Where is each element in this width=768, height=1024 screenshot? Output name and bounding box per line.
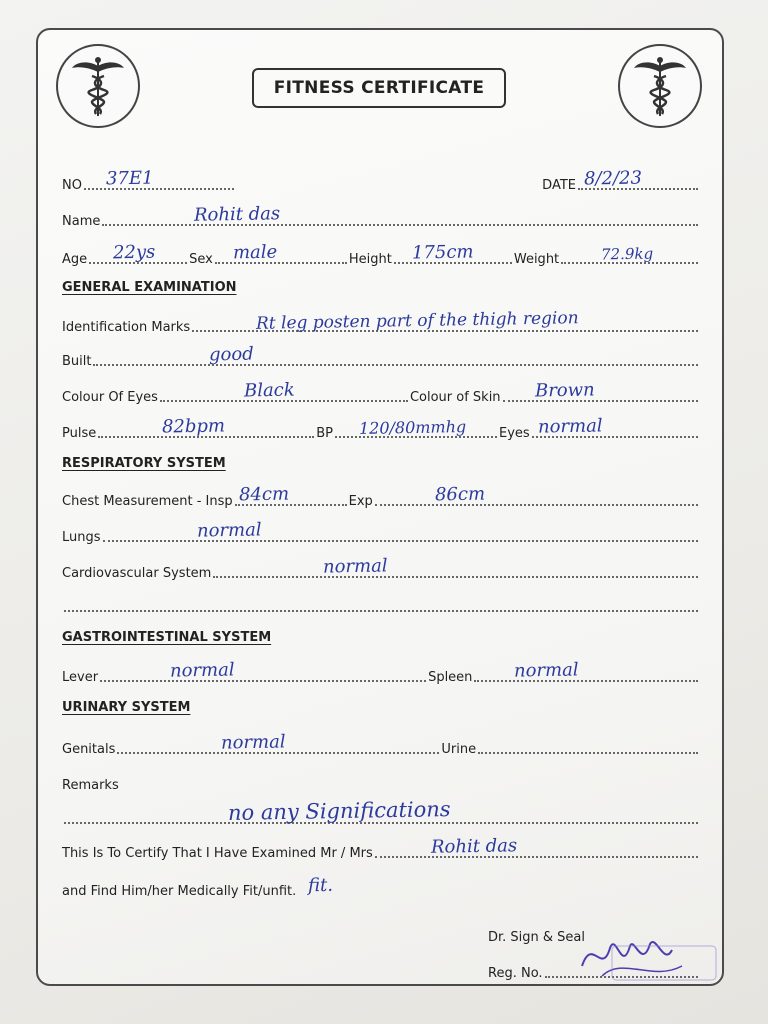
section-respiratory-system: RESPIRATORY SYSTEM bbox=[62, 456, 226, 471]
signature-stamp-icon bbox=[572, 926, 722, 986]
remarks-label: Remarks bbox=[62, 778, 119, 793]
row-identification bbox=[62, 308, 700, 336]
spleen-label: Spleen bbox=[428, 670, 473, 685]
eyes-colour-label: Colour Of Eyes bbox=[62, 390, 158, 405]
built-value: good bbox=[209, 343, 255, 366]
genitals-value: normal bbox=[221, 731, 287, 754]
name-value: Rohit das bbox=[194, 203, 281, 226]
identification-label: Identification Marks bbox=[62, 320, 191, 335]
row-cardio bbox=[62, 555, 700, 582]
row-no-date bbox=[62, 167, 700, 194]
caduceus-icon bbox=[56, 44, 140, 128]
cardio-label: Cardiovascular System bbox=[62, 566, 212, 581]
exp-value: 86cm bbox=[434, 483, 486, 506]
lever-label: Lever bbox=[62, 670, 99, 685]
spleen-value: normal bbox=[514, 659, 580, 682]
remarks-value: no any Significations bbox=[227, 797, 451, 825]
bp-value: 120/80mmhg bbox=[358, 417, 467, 438]
no-value: 37E1 bbox=[105, 167, 154, 190]
weight-value: 72.9kg bbox=[601, 244, 654, 264]
chest-label: Chest Measurement - Insp bbox=[62, 494, 233, 509]
age-value: 22ys bbox=[112, 241, 156, 264]
section-gastrointestinal-system: GASTROINTESTINAL SYSTEM bbox=[62, 630, 272, 645]
eyes-value: normal bbox=[537, 415, 603, 438]
no-label: NO bbox=[62, 178, 82, 193]
sex-label: Sex bbox=[189, 252, 213, 267]
lever-value: normal bbox=[169, 659, 235, 682]
weight-label: Weight bbox=[513, 252, 560, 267]
exp-label: Exp bbox=[348, 494, 373, 509]
cardio-value: normal bbox=[323, 555, 389, 578]
row-pulse bbox=[62, 415, 700, 442]
skin-colour-label: Colour of Skin bbox=[409, 390, 501, 405]
row-chest bbox=[62, 483, 700, 510]
row-remarks-label bbox=[62, 770, 700, 794]
chest-value: 84cm bbox=[238, 483, 289, 506]
height-label: Height bbox=[348, 252, 392, 267]
bp-label: BP bbox=[316, 426, 333, 441]
sign-label: Dr. Sign & Seal bbox=[488, 930, 586, 945]
find-label: and Find Him/her Medically Fit/unfit. bbox=[62, 884, 297, 899]
find-value: fit. bbox=[308, 874, 334, 897]
date-value: 8/2/23 bbox=[583, 167, 643, 190]
built-label: Built bbox=[62, 354, 92, 369]
certificate-title: FITNESS CERTIFICATE bbox=[252, 68, 506, 108]
row-built bbox=[62, 343, 700, 370]
skin-colour-value: Brown bbox=[534, 379, 595, 402]
eyes-colour-value: Black bbox=[243, 379, 295, 402]
certify-value: Rohit das bbox=[430, 835, 518, 858]
section-general-examination: GENERAL EXAMINATION bbox=[62, 280, 237, 295]
row-lungs bbox=[62, 519, 700, 546]
sex-value: male bbox=[232, 241, 278, 264]
height-value: 175cm bbox=[411, 241, 474, 264]
date-label: DATE bbox=[542, 178, 576, 193]
eyes-label: Eyes bbox=[499, 426, 530, 441]
row-cardio-extra bbox=[62, 592, 700, 616]
lungs-label: Lungs bbox=[62, 530, 101, 545]
caduceus-icon bbox=[618, 44, 702, 128]
reg-label: Reg. No. bbox=[488, 966, 543, 981]
urine-label: Urine bbox=[441, 742, 477, 757]
name-label: Name bbox=[62, 214, 101, 229]
certificate-sheet bbox=[36, 28, 724, 986]
lungs-value: normal bbox=[196, 519, 262, 542]
identification-value: Rt leg posten part of the thigh region bbox=[256, 308, 579, 334]
section-urinary-system: URINARY SYSTEM bbox=[62, 700, 191, 715]
row-remarks bbox=[62, 797, 700, 828]
age-label: Age bbox=[62, 252, 88, 267]
row-lever-spleen bbox=[62, 659, 700, 686]
pulse-value: 82bpm bbox=[162, 415, 226, 438]
row-certify bbox=[62, 835, 700, 862]
row-colour bbox=[62, 379, 700, 406]
certify-label: This Is To Certify That I Have Examined Mr / Mrs bbox=[62, 846, 373, 861]
row-name bbox=[62, 203, 700, 230]
row-genitals bbox=[62, 731, 700, 758]
row-age-sex bbox=[62, 241, 700, 268]
genitals-label: Genitals bbox=[62, 742, 116, 757]
pulse-label: Pulse bbox=[62, 426, 97, 441]
row-find bbox=[62, 876, 700, 900]
